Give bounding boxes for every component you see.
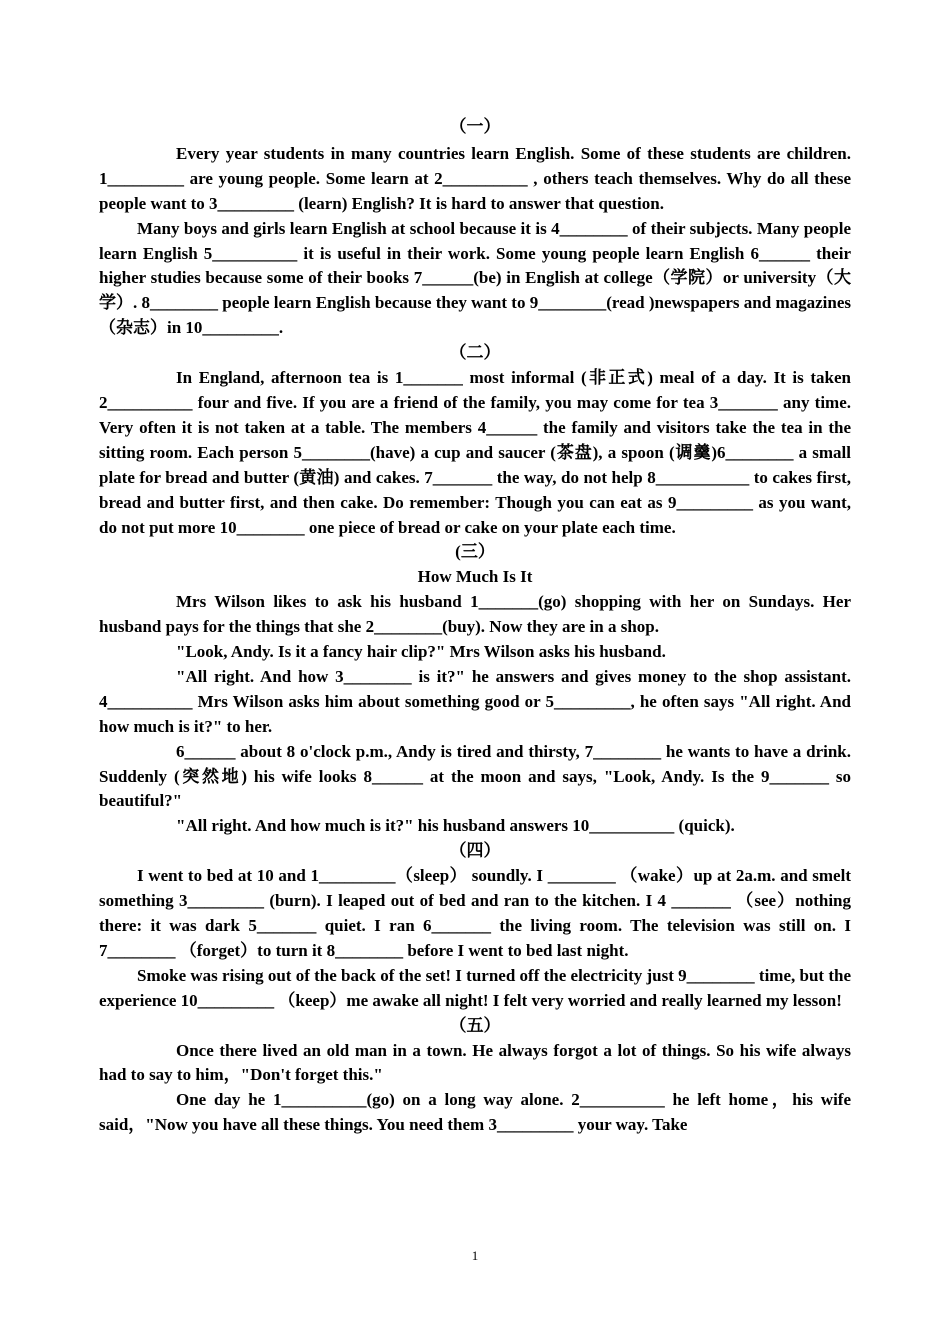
section-heading-1: （一） [449, 117, 501, 136]
page-number: 1 [471, 1248, 479, 1263]
section-3-paragraph-3: "All right. And how 3________ is it?" he answers and gives money to the shop assistant. 4__________ Mrs Wilson asks him about something good or 5_________, he often says "All right. And how much is it?" to her. [99, 666, 851, 736]
section-heading-3: (三） [455, 542, 495, 562]
section-heading-5: （五） [449, 1015, 501, 1035]
section-4-paragraph-2: Smoke was rising out of the back of the set! I turned off the electricity just 9________ time, but the experience 10_________ （keep）me awake all night! I felt very worried and really learned my lesson! [99, 965, 851, 1010]
section-1-paragraph-2: Many boys and girls learn English at school because it is 4________ of their subjects. Many people learn English 5__________ it is useful in their work. Some young people learn English 6______ their higher studies because some of their books 7______(be) in English at college（学院）or university（大学）. 8________ people learn English because they want to 9________(read )newspapers and magazines（杂志）in 10_________. [99, 218, 851, 338]
section-2-paragraph-1: In England, afternoon tea is 1_______ most informal (非正式) meal of a day. It is taken 2__________ four and five. If you are a friend of the family, you may come for tea 3_______ any time. Very often it is not taken at a table. The members 4______ the family and visitors take the tea in the sitting room. Each person 5________(have) a cup and saucer (茶盘), a spoon (调羹)6________ a small plate for bread and butter (黄油) and cakes. 7_______ the way, do not help 8___________ to cakes first, bread and butter first, and then cake. Do remember: Though you can eat as 9_________ as you want, do not put more 10________ one piece of bread or cake on your plate each time. [99, 368, 851, 537]
section-3-paragraph-5: "All right. And how much is it?" his husband answers 10__________ (quick). [176, 816, 735, 836]
section-1-paragraph-1: Every year students in many countries learn English. Some of these students are children. 1_________ are young people. Some learn at 2__________ , others teach themselves. Why do all these people want to 3_________ (learn) English? It is hard to answer that question. [99, 143, 851, 213]
section-3-title: How Much Is It [417, 567, 533, 587]
section-heading-4: （四） [449, 841, 501, 861]
section-5-paragraph-2: One day he 1__________(go) on a long way alone. 2__________ he left home，his wife said，"Now you have all these things. You need them 3_________ your way. Take [99, 1090, 851, 1135]
section-3-paragraph-1: Mrs Wilson likes to ask his husband 1_______(go) shopping with her on Sundays. Her husband pays for the things that she 2________(buy). Now they are in a shop. [99, 592, 851, 637]
section-5-paragraph-1: Once there lived an old man in a town. He always forgot a lot of things. So his wife always had to say to him，"Don't forget this." [99, 1040, 851, 1085]
document-page [99, 111, 851, 1138]
section-4-paragraph-1: I went to bed at 10 and 1_________（sleep） soundly. I ________ （wake）up at 2a.m. and smelt something 3_________ (burn). I leaped out of bed and ran to the kitchen. I 4 _______ （see）nothing there: it was dark 5_______ quiet. I ran 6_______ the living room. The television was still on. I 7________ （forget）to turn it 8________ before I went to bed last night. [99, 866, 851, 960]
section-heading-2: （二） [449, 343, 501, 363]
section-3-paragraph-4: 6______ about 8 o'clock p.m., Andy is tired and thirsty, 7________ he wants to have a drink. Suddenly (突然地) his wife looks 8______ at the moon and says, "Look, Andy. Is the 9_______ so beautiful?" [99, 741, 851, 811]
section-3-paragraph-2: "Look, Andy. Is it a fancy hair clip?" Mrs Wilson asks his husband. [176, 642, 666, 662]
